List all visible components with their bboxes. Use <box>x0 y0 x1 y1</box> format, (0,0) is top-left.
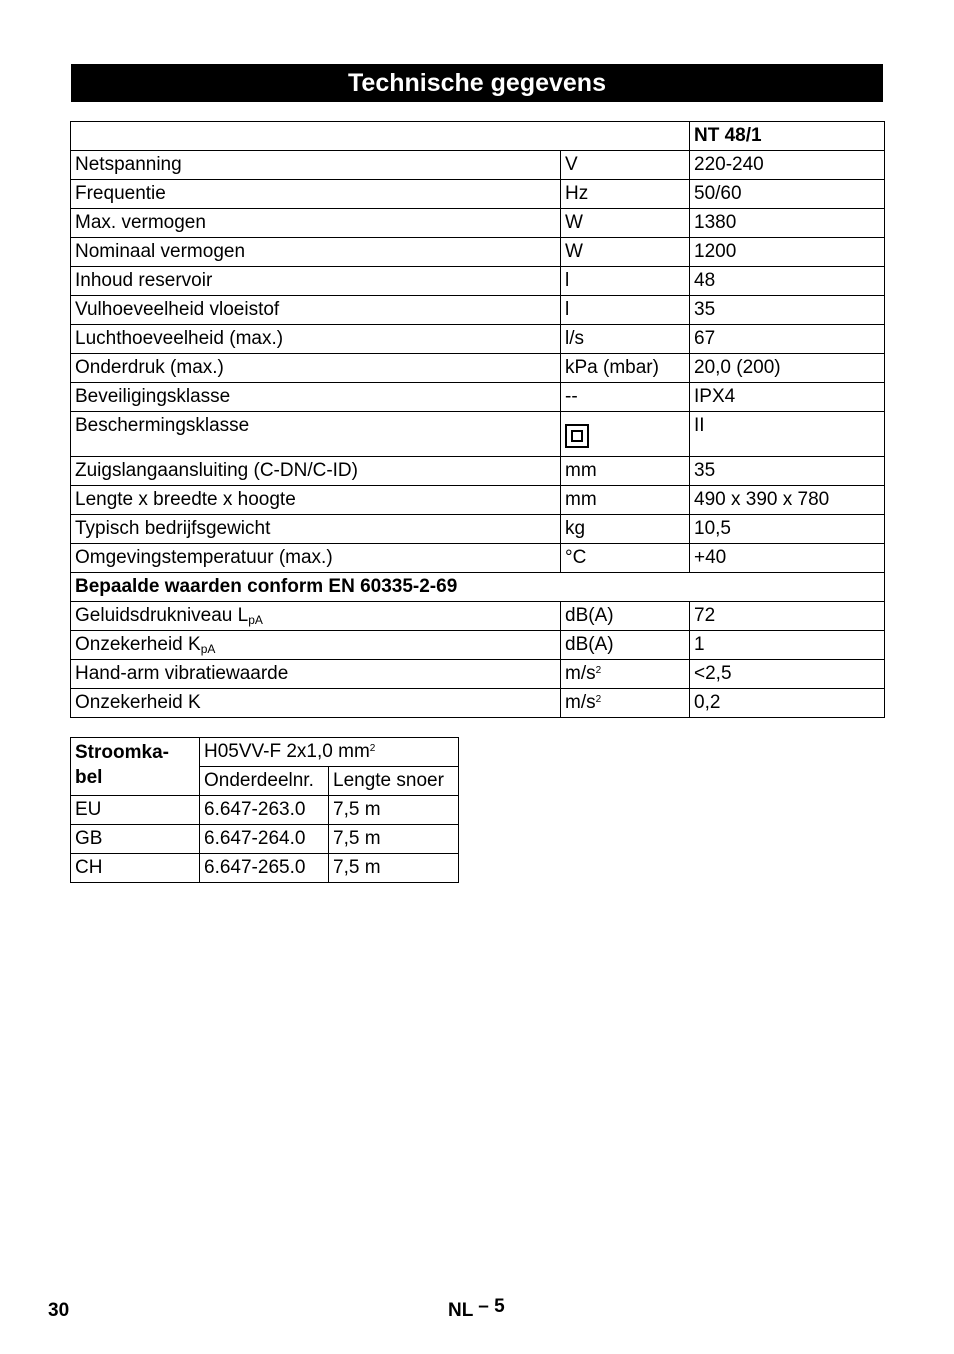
model-name: NT 48/1 <box>690 122 885 151</box>
spec-unit: °C <box>561 544 690 573</box>
table-row <box>71 267 885 296</box>
cable-header-row <box>71 738 459 767</box>
spec-label: Typisch bedrijfsgewicht <box>71 515 561 544</box>
spec-unit <box>561 660 690 689</box>
table-row <box>71 544 885 573</box>
spec-unit: V <box>561 151 690 180</box>
label-subscript: pA <box>200 642 216 656</box>
spec-value: II <box>690 412 885 457</box>
spec-unit: W <box>561 238 690 267</box>
spec-unit: kg <box>561 515 690 544</box>
spec-unit: mm <box>561 457 690 486</box>
cable-country: CH <box>71 854 200 883</box>
table-row <box>71 825 459 854</box>
cable-type-superscript: 2 <box>369 743 376 754</box>
spec-label: Luchthoeveelheid (max.) <box>71 325 561 354</box>
table-row <box>71 209 885 238</box>
col-cable-length: Lengte snoer <box>329 767 459 796</box>
spec-value: 1200 <box>690 238 885 267</box>
cable-type-text: H05VV-F 2x1,0 mm <box>204 741 370 762</box>
spec-value: IPX4 <box>690 383 885 412</box>
spec-value: 0,2 <box>690 689 885 718</box>
spec-value: 490 x 390 x 780 <box>690 486 885 515</box>
cable-part-number: 6.647-265.0 <box>200 854 329 883</box>
spec-unit: dB(A) <box>561 602 690 631</box>
table-row <box>71 689 885 718</box>
spec-value: 20,0 (200) <box>690 354 885 383</box>
spec-unit: kPa (mbar) <box>561 354 690 383</box>
spec-label: Vulhoeveelheid vloeistof <box>71 296 561 325</box>
spec-label: Frequentie <box>71 180 561 209</box>
table-row <box>71 151 885 180</box>
spec-unit: l <box>561 296 690 325</box>
spec-label: Max. vermogen <box>71 209 561 238</box>
table-row <box>71 238 885 267</box>
table-row <box>71 180 885 209</box>
cable-part-number: 6.647-263.0 <box>200 796 329 825</box>
table-row <box>71 412 885 457</box>
table-row <box>71 296 885 325</box>
spec-label: Lengte x breedte x hoogte <box>71 486 561 515</box>
spec-value: +40 <box>690 544 885 573</box>
spec-label: Hand-arm vibratiewaarde <box>71 660 561 689</box>
cable-part-number: 6.647-264.0 <box>200 825 329 854</box>
label-text: Onzekerheid K <box>75 634 201 655</box>
protection-class-ii-icon <box>565 424 589 448</box>
spec-value: <2,5 <box>690 660 885 689</box>
specs-table <box>70 121 885 718</box>
spec-value: 10,5 <box>690 515 885 544</box>
cable-country: EU <box>71 796 200 825</box>
spec-label: Zuigslangaansluiting (C-DN/C-ID) <box>71 457 561 486</box>
table-row <box>71 457 885 486</box>
spec-value: 72 <box>690 602 885 631</box>
header-spacer <box>71 122 690 151</box>
spec-unit: mm <box>561 486 690 515</box>
cable-length: 7,5 m <box>329 796 459 825</box>
spec-unit: l/s <box>561 325 690 354</box>
spec-label: Omgevingstemperatuur (max.) <box>71 544 561 573</box>
cable-type <box>200 738 459 767</box>
spec-unit <box>561 412 690 457</box>
page-number: 30 <box>48 1300 70 1321</box>
spec-value: 67 <box>690 325 885 354</box>
spec-label: Onzekerheid K <box>71 689 561 718</box>
spec-unit <box>561 689 690 718</box>
table-row <box>71 631 885 660</box>
spec-unit: l <box>561 267 690 296</box>
spec-unit: dB(A) <box>561 631 690 660</box>
spec-value: 35 <box>690 296 885 325</box>
section-heading-row <box>71 573 885 602</box>
table-row <box>71 602 885 631</box>
spec-label: Beschermingsklasse <box>71 412 561 457</box>
spec-label <box>71 631 561 660</box>
power-cable-table <box>70 737 459 883</box>
table-row <box>71 325 885 354</box>
spec-value: 48 <box>690 267 885 296</box>
unit-text: m/s <box>565 692 596 713</box>
table-row <box>71 515 885 544</box>
unit-text: m/s <box>565 663 596 684</box>
spec-unit: -- <box>561 383 690 412</box>
table-row <box>71 796 459 825</box>
cable-length: 7,5 m <box>329 825 459 854</box>
spec-value: 220-240 <box>690 151 885 180</box>
label-text: Geluidsdrukniveau L <box>75 605 249 626</box>
table-row <box>71 383 885 412</box>
section-page: – 5 <box>478 1296 505 1317</box>
unit-superscript: 2 <box>595 665 602 676</box>
spec-value: 50/60 <box>690 180 885 209</box>
spec-value: 1 <box>690 631 885 660</box>
table-header-row <box>71 122 885 151</box>
cable-country: GB <box>71 825 200 854</box>
table-row <box>71 660 885 689</box>
spec-unit: Hz <box>561 180 690 209</box>
spec-value: 35 <box>690 457 885 486</box>
language-code: NL <box>448 1300 473 1321</box>
cable-heading: Stroomka- bel <box>71 738 200 796</box>
label-subscript: pA <box>248 613 263 627</box>
spec-label: Netspanning <box>71 151 561 180</box>
spec-label: Nominaal vermogen <box>71 238 561 267</box>
table-row <box>71 354 885 383</box>
table-row <box>71 854 459 883</box>
page-title: Technische gegevens <box>71 64 883 102</box>
spec-label: Onderdruk (max.) <box>71 354 561 383</box>
footer-section <box>448 1296 505 1321</box>
table-row <box>71 486 885 515</box>
spec-unit: W <box>561 209 690 238</box>
cable-length: 7,5 m <box>329 854 459 883</box>
col-part-number: Onderdeelnr. <box>200 767 329 796</box>
spec-label <box>71 602 561 631</box>
spec-label: Inhoud reservoir <box>71 267 561 296</box>
section-heading: Bepaalde waarden conform EN 60335-2-69 <box>71 573 885 602</box>
spec-value: 1380 <box>690 209 885 238</box>
unit-superscript: 2 <box>595 694 602 705</box>
spec-label: Beveiligingsklasse <box>71 383 561 412</box>
